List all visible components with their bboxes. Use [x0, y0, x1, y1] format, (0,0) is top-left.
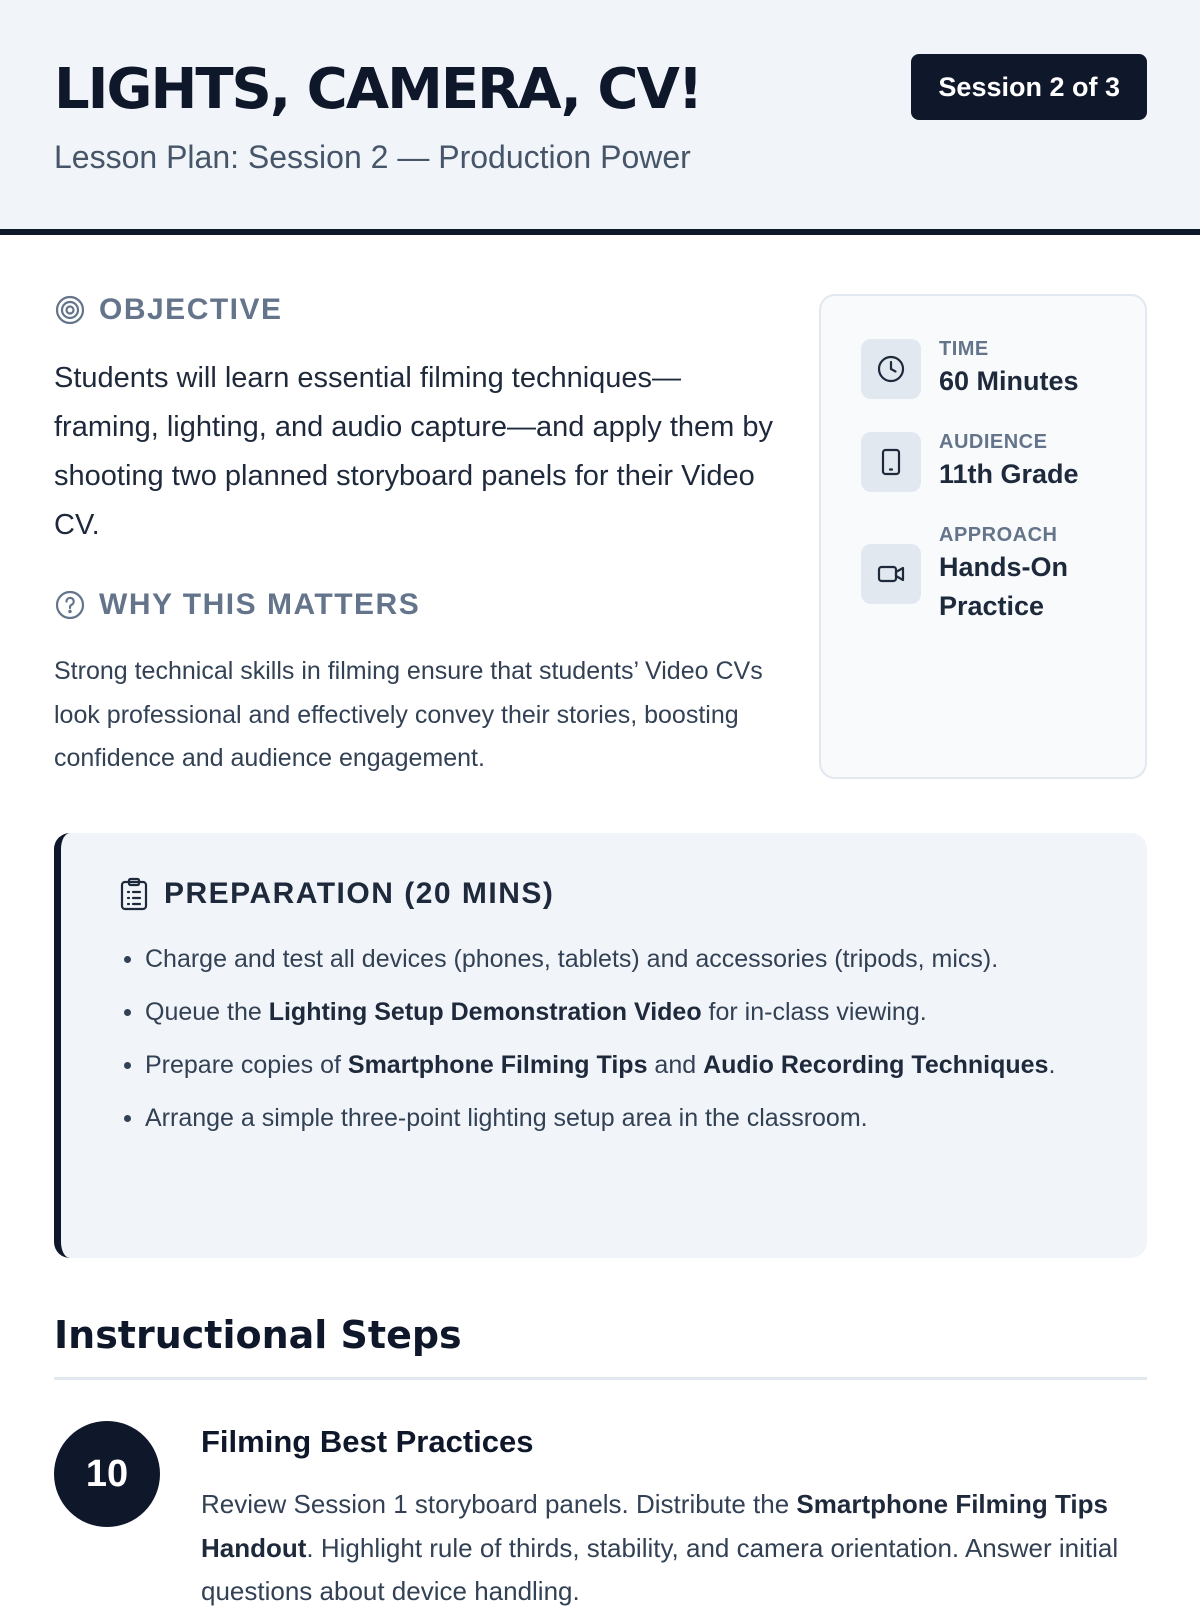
step-number-badge: 10: [54, 1421, 160, 1527]
objective-heading: [54, 293, 283, 327]
session-badge: Session 2 of 3: [911, 54, 1147, 120]
tablet-icon: [875, 446, 907, 478]
preparation-item: Arrange a simple three-point lighting setup area in the classroom.: [145, 1098, 1065, 1138]
why-heading-label: WHY THIS MATTERS: [99, 588, 421, 621]
video-camera-icon: [875, 558, 907, 590]
page-title: LIGHTS, CAMERA, CV!: [54, 57, 702, 122]
why-heading: [54, 588, 420, 622]
info-audience: [861, 429, 1079, 494]
step-description: Review Session 1 storyboard panels. Distribute the Smartphone Filming Tips Handout. Highlight rule of thirds, stability, and camera orientation. Answer initial questions about device handling.: [201, 1489, 1119, 1606]
page-subtitle: Lesson Plan: Session 2 — Production Power: [54, 139, 691, 175]
lesson-info-card: [819, 294, 1147, 779]
info-time-value: 60 Minutes: [939, 366, 1079, 396]
objective-text: Students will learn essential filming techniques—framing, lighting, and audio capture—and apply them by shooting two planned storyboard panels for their Video CV.: [54, 362, 773, 541]
info-time: [861, 336, 1079, 401]
clipboard-icon: [119, 877, 149, 911]
steps-heading: Instructional Steps: [54, 1313, 462, 1357]
preparation-item: Queue the Lighting Setup Demonstration Video for in-class viewing.: [145, 992, 1065, 1032]
info-approach: [861, 522, 1099, 626]
preparation-heading-label: PREPARATION (20 MINS): [164, 877, 555, 910]
target-icon: [54, 294, 86, 326]
clock-icon: [875, 353, 907, 385]
info-approach-label: APPROACH: [939, 524, 1058, 546]
step-title: Filming Best Practices: [201, 1424, 534, 1459]
info-audience-value: 11th Grade: [939, 459, 1079, 489]
preparation-item: Prepare copies of Smartphone Filming Tips and Audio Recording Techniques.: [145, 1045, 1065, 1085]
preparation-item: Charge and test all devices (phones, tablets) and accessories (tripods, mics).: [145, 939, 1065, 979]
preparation-box: [54, 833, 1147, 1258]
info-audience-label: AUDIENCE: [939, 431, 1048, 453]
why-text: Strong technical skills in filming ensure that students’ Video CVs look professional and effectively convey their stories, boosting confidence and audience engagement.: [54, 657, 763, 772]
question-circle-icon: [54, 589, 86, 621]
steps-divider: [54, 1377, 1147, 1380]
page-header: [0, 0, 1200, 235]
info-time-label: TIME: [939, 338, 989, 360]
preparation-list: [145, 939, 1065, 1151]
info-approach-value: Hands-On Practice: [939, 552, 1069, 621]
preparation-heading: [119, 877, 554, 911]
objective-heading-label: OBJECTIVE: [99, 293, 283, 326]
